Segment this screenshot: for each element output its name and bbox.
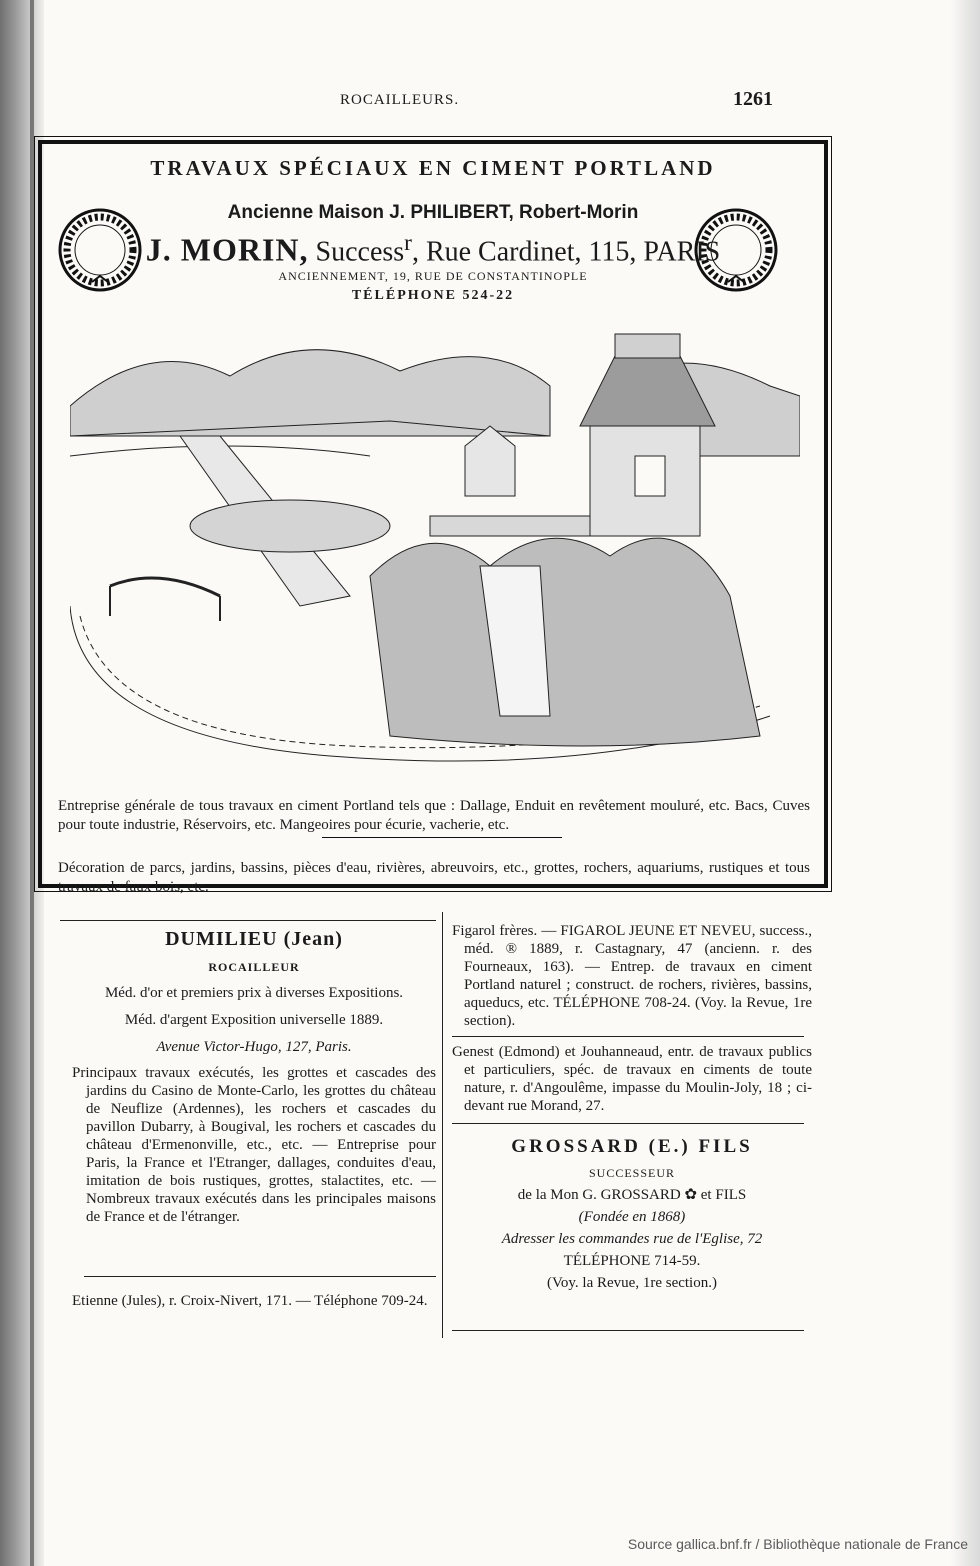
grossard-phone: TÉLÉPHONE 714-59. — [563, 1253, 701, 1269]
advert-firm-name — [42, 230, 824, 268]
source-credit: Source gallica.bnf.fr / Bibliothèque nationale de France — [627, 1536, 968, 1552]
column-rule — [452, 1330, 804, 1331]
column-rule — [452, 1036, 804, 1037]
running-head-title: ROCAILLEURS. — [340, 92, 460, 108]
advert-description-decoration: Décoration de parcs, jardins, bassins, pièces d'eau, rivières, abreuvoirs, etc., grottes, rochers, aquariums, rustiques et tous travaux de faux bois, etc. — [58, 860, 810, 895]
dumilieu-listing — [72, 930, 436, 1226]
advert-divider — [322, 837, 562, 838]
advert-phone: TÉLÉPHONE 524-22 — [351, 288, 515, 303]
etienne-listing: Etienne (Jules), r. Croix-Nivert, 171. — Téléphone 709-24. — [72, 1293, 428, 1309]
dumilieu-name: DUMILIEU (Jean) — [165, 928, 343, 950]
grossard-successor: SUCCESSEUR — [588, 1166, 676, 1180]
grossard-name: GROSSARD (E.) FILS — [511, 1136, 753, 1157]
grossard-founded: (Fondée en 1868) — [578, 1209, 686, 1225]
morin-street: , Rue Cardinet, 115, PARIS — [411, 236, 721, 268]
garden-grotto-illustration — [70, 316, 800, 776]
genest-listing: Genest (Edmond) et Jouhanneaud, entr. de travaux publics et particuliers, spéc. de travaux en ciments de toute nature, r. d'Angoulême, impasse du Moulin-Joly, 18 ; ci-devant rue Morand, 27. — [452, 1044, 812, 1114]
morin-name: J. MORIN, — [145, 231, 309, 268]
running-head — [0, 88, 980, 114]
advert-former-address: ANCIENNEMENT, 19, RUE DE CONSTANTINOPLE — [278, 269, 588, 283]
column-rule — [452, 1123, 804, 1124]
page-edge — [950, 0, 980, 1566]
grossard-address: Adresser les commandes rue de l'Eglise, 72 — [501, 1231, 763, 1247]
right-column-listings — [452, 922, 812, 1292]
dumilieu-address: Avenue Victor-Hugo, 127, Paris. — [156, 1039, 352, 1055]
morin-advertisement — [38, 140, 828, 895]
morin-success: Success — [308, 236, 405, 268]
morin-success-sup: r — [404, 230, 412, 256]
figarol-listing: Figarol frères. — FIGAROL JEUNE ET NEVEU, success., méd. ® 1889, r. Castagnary, 47 (ancienn. r. des Fourneaux, 163). — Entrep. de travaux en ciment Portland naturel ; construct. de rochers, rivières, bassins, aqueducs, etc. TÉLÉPHONE 708-24. (Voy. la Revue, 1re section). — [452, 923, 812, 1029]
grossard-reference: (Voy. la Revue, 1re section.) — [547, 1275, 717, 1291]
advert-former-firm: Ancienne Maison J. PHILIBERT, Robert-Morin — [227, 202, 639, 223]
grossard-house: de la Mon G. GROSSARD ✿ et FILS — [517, 1187, 747, 1203]
dumilieu-gold-medal: Méd. d'or et premiers prix à diverses Expositions. — [104, 985, 404, 1001]
dumilieu-silver-medal: Méd. d'argent Exposition universelle 1889. — [124, 1012, 384, 1028]
column-rule — [60, 920, 436, 921]
column-divider — [442, 912, 443, 1338]
page-number: 1261 — [733, 88, 773, 110]
advert-heading: TRAVAUX SPÉCIAUX EN CIMENT PORTLAND — [150, 156, 716, 180]
dumilieu-trade: ROCAILLEUR — [208, 960, 300, 974]
column-rule — [84, 1276, 436, 1277]
advert-description: Entreprise générale de tous travaux en ciment Portland tels que : Dallage, Enduit en revêtement mouluré, etc. Bacs, Cuves pour toute industrie, Réservoirs, etc. Mangeoires pour écurie, vacherie, etc. — [58, 798, 810, 833]
dumilieu-works: Principaux travaux exécutés, les grottes et cascades des jardins du Casino de Monte-Carlo, les grottes du château de Neuflize (Ardennes), les rochers et cascades du pavillon Dubarry, à Bougival, les rochers et cascades du château d'Ermenonville, etc., etc. — Entreprise pour Paris, la France et l'Etranger, dallages, conduites d'eau, imitation de bois rustiques, grottes, stalactites, etc. — Nombreux travaux exécutés dans les principales maisons de France et de l'étranger. — [72, 1065, 436, 1225]
